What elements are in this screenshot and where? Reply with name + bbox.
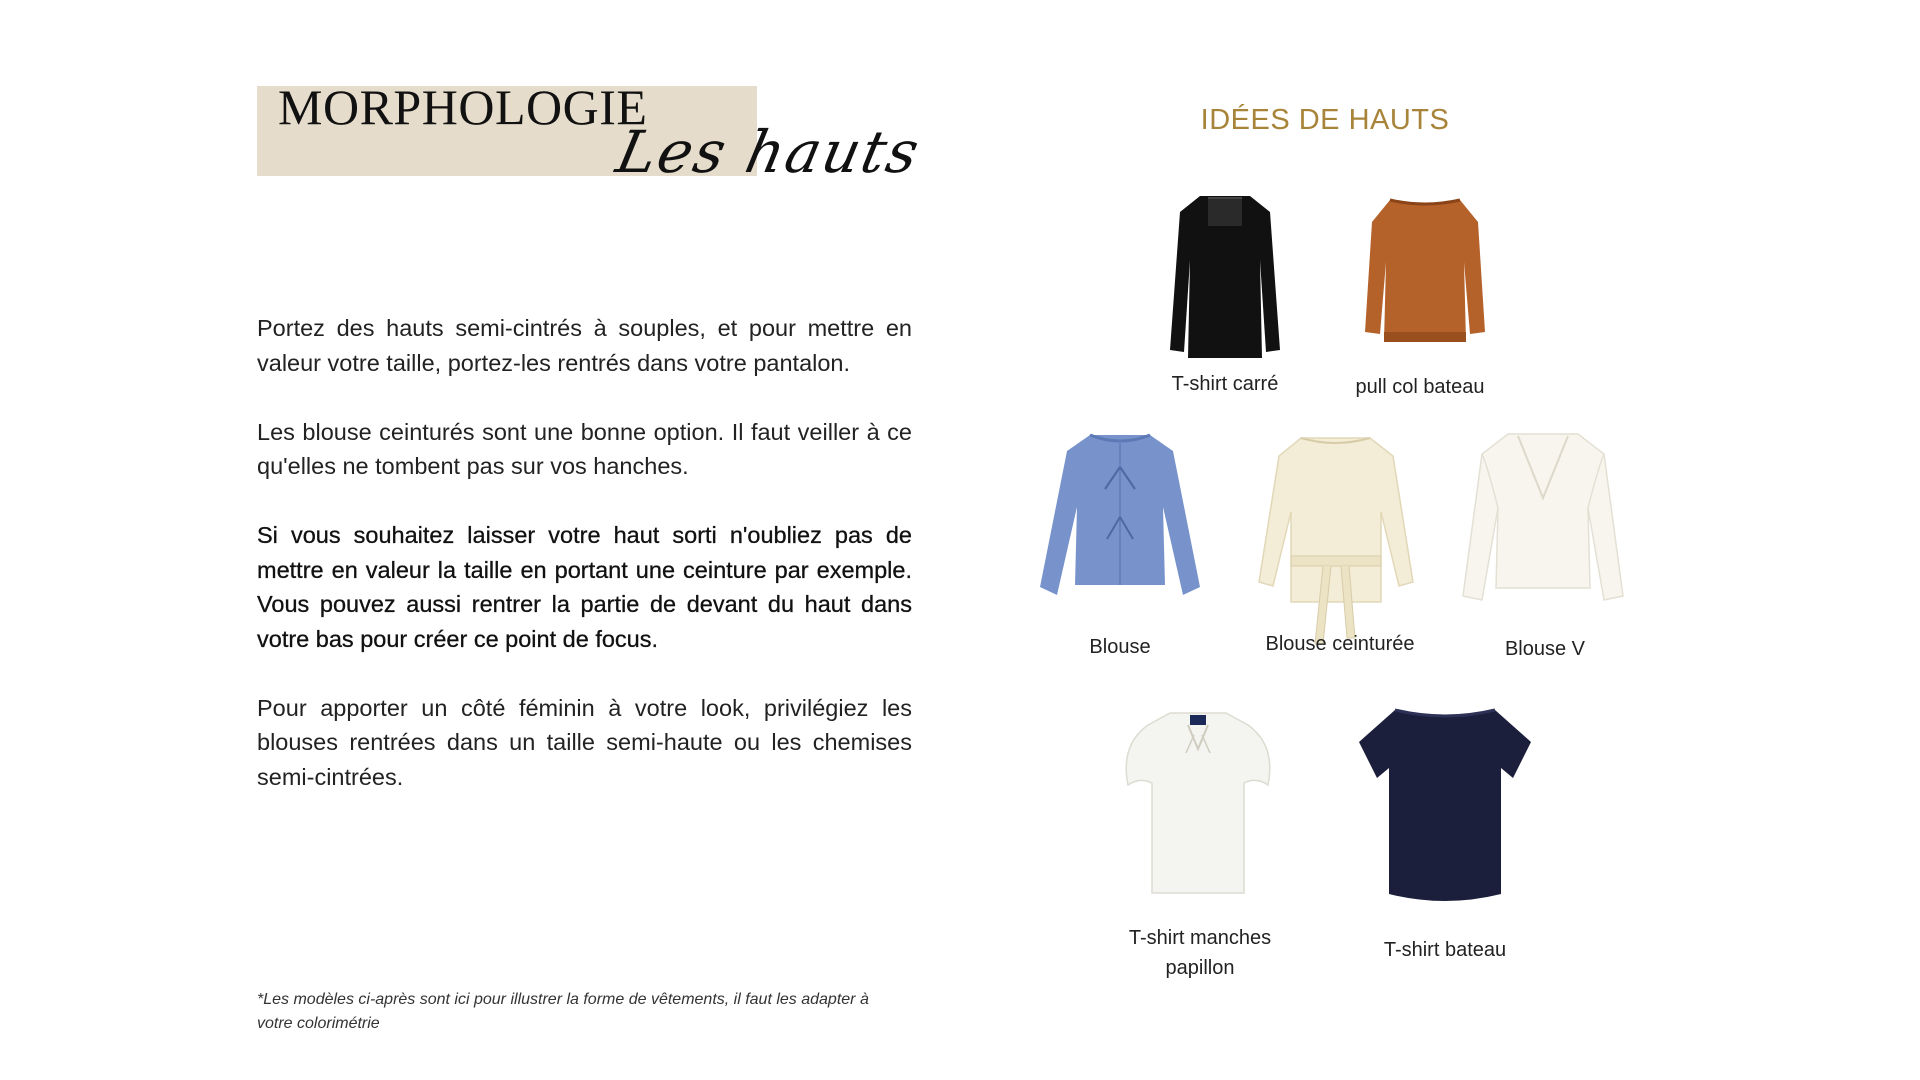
page-subtitle: Les hauts — [610, 118, 927, 186]
page-title: MORPHOLOGIE — [278, 79, 648, 135]
paragraph-2: Les blouse ceinturés sont une bonne option. Il faut veiller à ce qu'elles ne tombent pas sur vos hanches. — [257, 418, 912, 479]
footnote: *Les modèles ci-après sont ici pour illustrer la forme de vêtements, il faut les adapter à votre colorimétrie — [257, 991, 869, 1032]
caption-blouse-ceinturee: Blouse ceinturée — [1265, 633, 1415, 655]
caption-pull-col-bateau: pull col bateau — [1355, 376, 1485, 398]
paragraph-4: Pour apporter un côté féminin à votre look, privilégiez les blouses rentrées dans un taille semi-haute ou les chemises semi-cintrées. — [257, 694, 912, 790]
advice-text — [257, 311, 912, 829]
caption-tshirt-carre: T-shirt carré — [1171, 373, 1279, 395]
square-neck-tshirt-icon — [1160, 190, 1290, 365]
blouse-icon — [1035, 427, 1205, 602]
boat-neck-tshirt-icon — [1355, 698, 1535, 908]
caption-tshirt-manches-papillon: T-shirt manches papillon — [1128, 927, 1272, 979]
paragraph-3: Si vous souhaitez laisser votre haut sorti n'oubliez pas de mettre en valeur la taille en portant une ceinture par exemple. Vous pouvez aussi rentrer la partie de devant du haut dans votre bas pour créer ce point de focus. — [257, 522, 912, 652]
v-blouse-icon — [1458, 428, 1628, 608]
belted-blouse-icon — [1253, 432, 1418, 652]
caption-tshirt-bateau: T-shirt bateau — [1383, 939, 1507, 961]
caption-blouse: Blouse — [1089, 636, 1151, 658]
flutter-sleeve-tshirt-icon — [1118, 705, 1278, 900]
ideas-title: IDÉES DE HAUTS — [1200, 104, 1450, 136]
paragraph-1: Portez des hauts semi-cintrés à souples, et pour mettre en valeur votre taille, portez-les rentrés dans votre pantalon. — [257, 315, 912, 376]
caption-blouse-v: Blouse V — [1504, 638, 1586, 660]
boat-neck-sweater-icon — [1360, 192, 1490, 352]
